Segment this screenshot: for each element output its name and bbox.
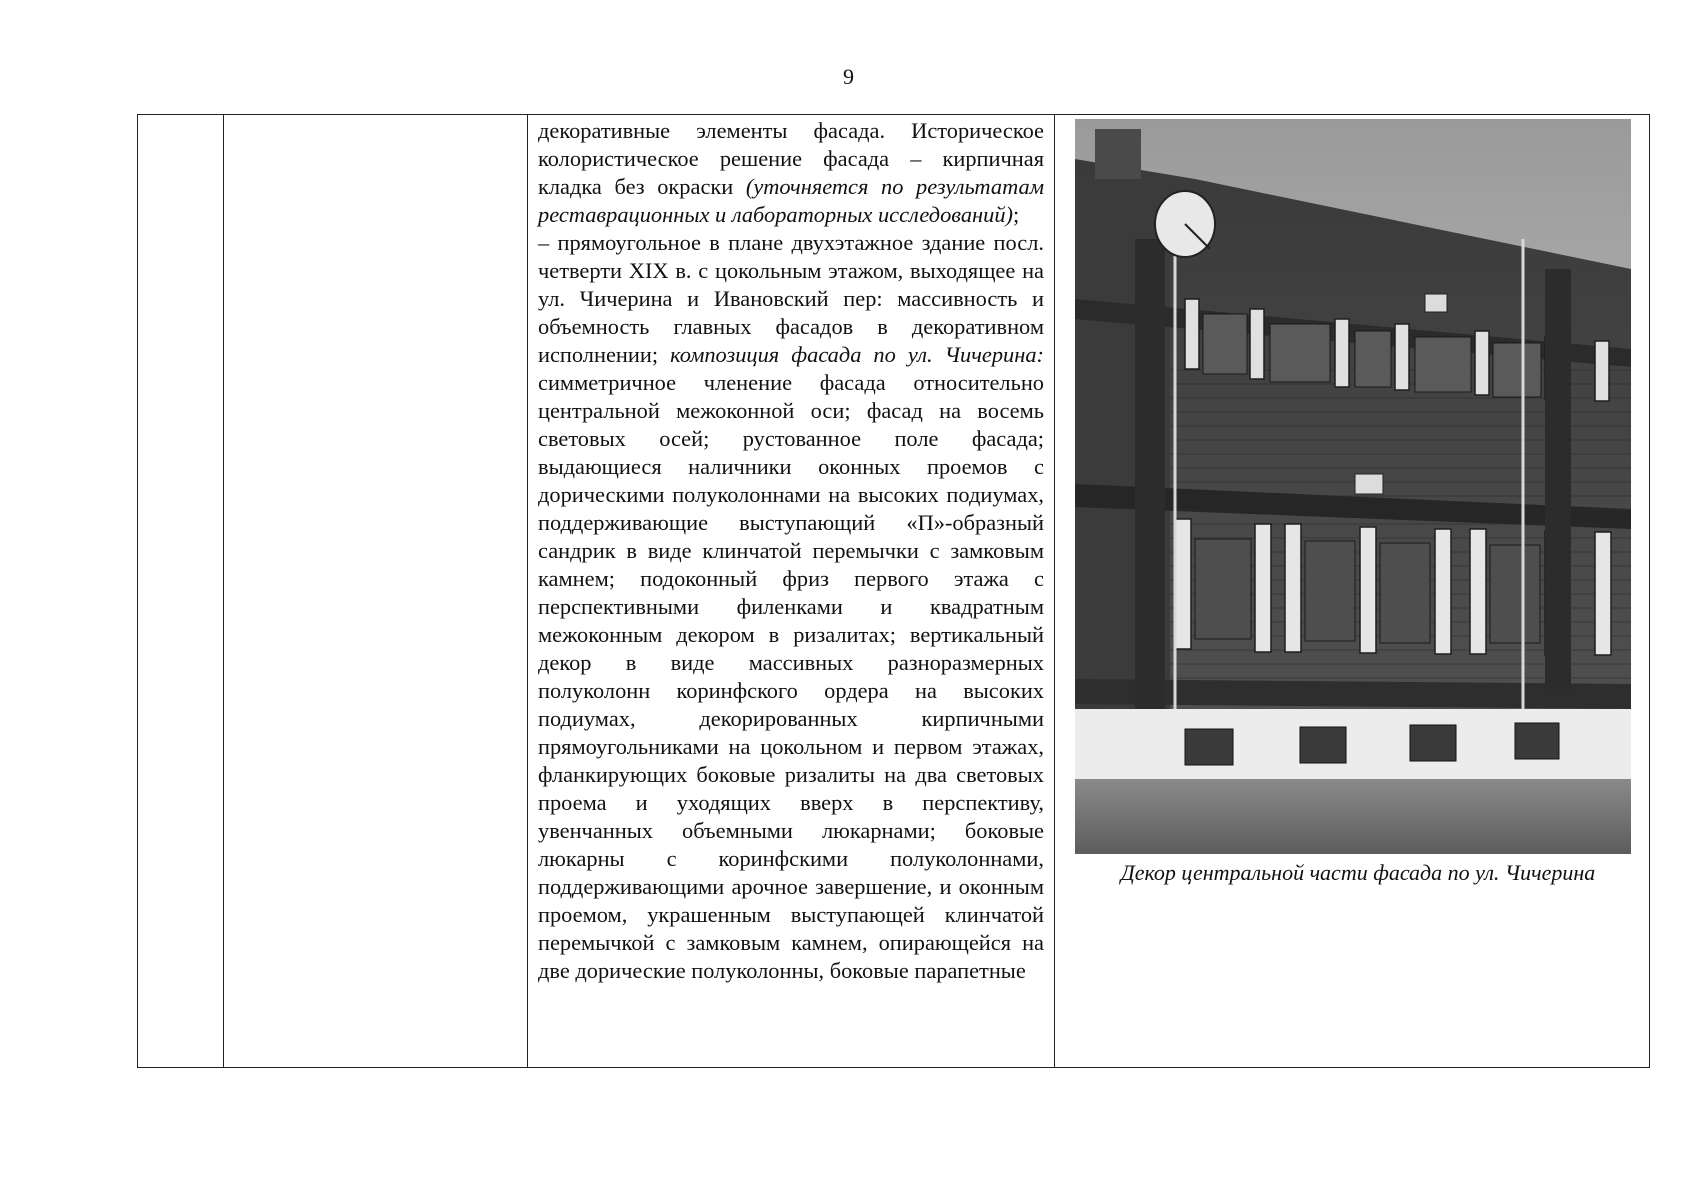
facade-photo [1075,119,1631,854]
description-paragraph-2: – прямоугольное в плане двухэтажное здание посл. четверти XIX в. с цокольным этажом, выходящее на ул. Чичерина и Ивановский пер: массивность и объемность главных фасадов в декоративном исполнении; композиция фасада по ул. Чичерина: симметричное членение фасада относительно центральной межоконной оси; фасад на восемь световых осей; рустованное поле фасада; выдающиеся наличники оконных проемов с дорическими полуколоннами на высоких подиумах, поддерживающие выступающий «П»-образный сандрик в виде клинчатой перемычки с замковым камнем; подоконный фриз первого этажа с перспективными филенками и квадратным межоконным декором в ризалитах; вертикальный декор в виде массивных разноразмерных полуколонн коринфского ордера на высоких подиумах, декорированных кирпичными прямоугольниками на цокольном и первом этажах, фланкирующих боковые ризалиты на два световых проема и уходящих вверх в перспективу, увенчанных объемными люкарнами; боковые люкарны с коринфскими полуколоннами, поддерживающими арочное завершение, и оконным проемом, украшенным выступающей клинчатой перемычкой с замковым камнем, опирающейся на две дорические полуколонны, боковые парапетные [538,230,1044,983]
name-cell [224,115,528,1068]
description-cell [528,115,1055,1068]
photo-cell [1055,115,1650,1068]
page-number: 9 [843,64,854,89]
description-paragraph-1: декоративные элементы фасада. Историческое колористическое решение фасада – кирпичная кладка без окраски (уточняется по результатам реставрационных и лабораторных исследований); [538,118,1044,227]
object-table [137,114,1650,1068]
photo-caption: Декор центральной части фасада по ул. Чичерина [1120,860,1596,885]
number-cell [138,115,224,1068]
